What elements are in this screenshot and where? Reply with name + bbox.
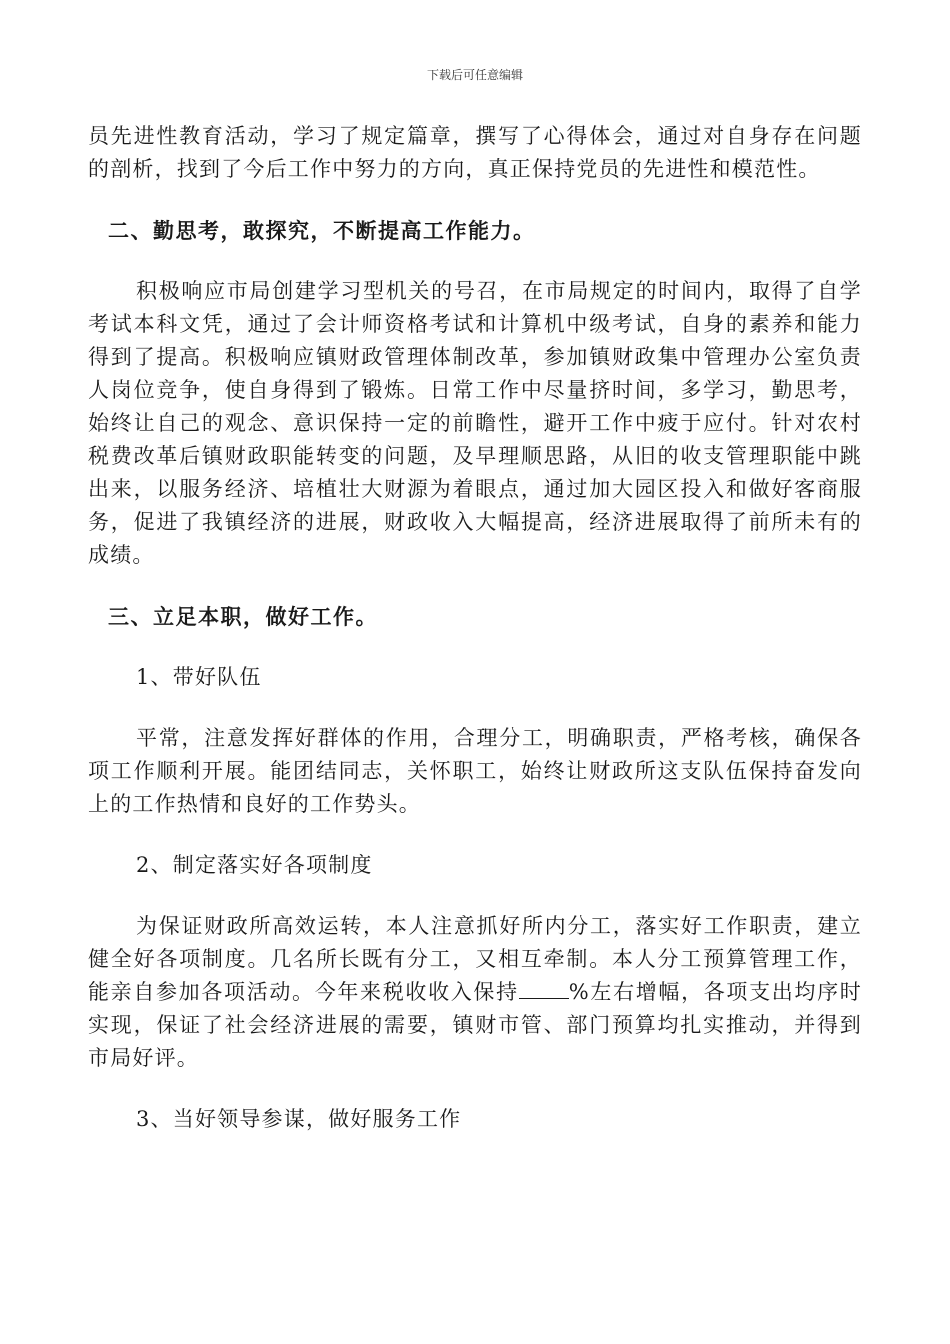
section-heading-3: 三、立足本职，做好工作。 bbox=[108, 604, 378, 629]
subheading-3: 3、当好领导参谋，做好服务工作 bbox=[136, 1107, 462, 1131]
subheading-1: 1、带好队伍 bbox=[136, 665, 262, 689]
paragraph-1: 员先进性教育活动，学习了规定篇章，撰写了心得体会，通过对自身存在问题的剖析，找到了今后工作中努力的方向，真正保持党员的先进性和模范性。 bbox=[88, 124, 862, 181]
document-body bbox=[88, 120, 862, 1164]
paragraph-4 bbox=[88, 910, 862, 1075]
fill-in-blank bbox=[519, 980, 569, 999]
paragraph-4-part-a: 为保证财政所高效运转，本人注意抓好所内分工，落实好工作职责，建立健全好各项制度。几名所长既有分工，又相互牵制。本人分工预算管理工作，能亲自参加各项活动。今年来税收收入保持 bbox=[88, 914, 862, 1004]
subheading-2: 2、制定落实好各项制度 bbox=[136, 853, 373, 877]
section-heading-2: 二、勤思考，敢探究，不断提高工作能力。 bbox=[108, 218, 536, 243]
header-note: 下载后可任意编辑 bbox=[426, 68, 523, 82]
paragraph-3: 平常，注意发挥好群体的作用，合理分工，明确职责，严格考核，确保各项工作顺利开展。能团结同志，关怀职工，始终让财政所这支队伍保持奋发向上的工作热情和良好的工作势头。 bbox=[88, 726, 862, 816]
paragraph-2: 积极响应市局创建学习型机关的号召，在市局规定的时间内，取得了自学考试本科文凭，通过了会计师资格考试和计算机中级考试，自身的素养和能力得到了提高。积极响应镇财政管理体制改革，参加镇财政集中管理办公室负责人岗位竞争，使自身得到了锻炼。日常工作中尽量挤时间，多学习，勤思考，始终让自己的观念、意识保持一定的前瞻性，避开工作中疲于应付。针对农村税费改革后镇财政职能转变的问题，及早理顺思路，从旧的收支管理职能中跳出来，以服务经济、培植壮大财源为着眼点，通过加大园区投入和做好客商服务，促进了我镇经济的进展，财政收入大幅提高，经济进展取得了前所未有的成绩。 bbox=[88, 279, 862, 567]
paragraph-4-part-b: %左右增幅，各项支出均序时实现，保证了社会经济进展的需要，镇财市管、部门预算均扎实推动，并得到市局好评。 bbox=[88, 980, 862, 1070]
